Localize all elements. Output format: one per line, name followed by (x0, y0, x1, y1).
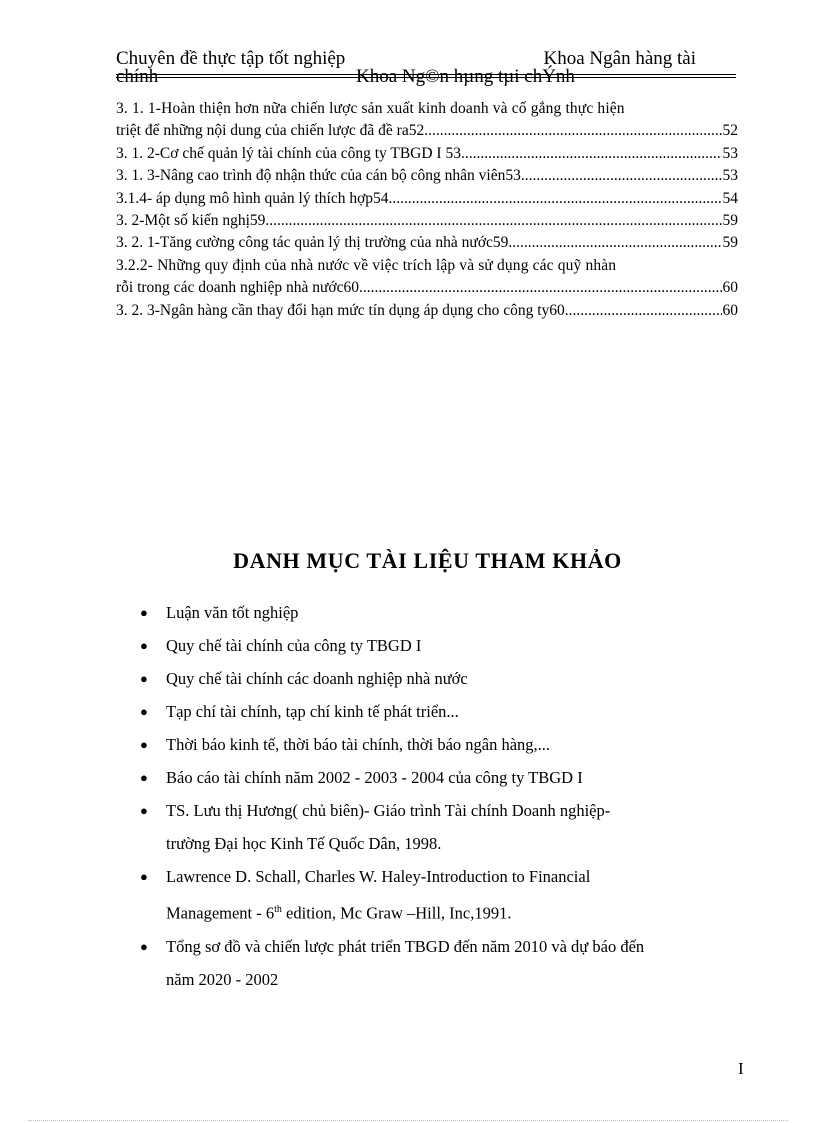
bullet-icon: ● (140, 869, 148, 884)
toc-entry-5[interactable] (116, 210, 738, 232)
reference-item: ● Luận văn tốt nghiệp (140, 596, 750, 629)
bullet-icon: ● (140, 671, 148, 686)
toc-entry-text: 3.1.4- áp dụng mô hình quản lý thích hợp54 (116, 189, 389, 207)
toc-page-number: 54 (722, 189, 738, 207)
toc-entry-3[interactable] (116, 165, 738, 187)
bullet-icon: ● (140, 737, 148, 752)
toc-leader-dots (389, 188, 722, 210)
bullet-icon: ● (140, 770, 148, 785)
header-center-2: Khoa Ng©n hµng tµi chÝnh (356, 66, 575, 87)
bullet-icon: ● (140, 605, 148, 620)
toc-page-number: 59 (722, 234, 738, 252)
toc-entry-text: 3. 2. 3-Ngân hàng cần thay đổi hạn mức tín dụng áp dụng cho công ty60 (116, 301, 565, 319)
toc-leader-dots (565, 300, 722, 322)
toc-entry-text: 3. 2. 1-Tăng cường công tác quản lý thị trường của nhà nước59 (116, 234, 509, 252)
toc-entry-8[interactable] (116, 300, 738, 322)
header-rule-bottom (116, 77, 736, 78)
toc-leader-dots (508, 232, 721, 254)
toc-entry-text: 3. 2-Một số kiến nghị59 (116, 212, 266, 230)
header-right: Khoa Ngân hàng tài (543, 48, 696, 69)
page-number: I (738, 1059, 744, 1078)
toc-entry-text: triệt để những nội dung của chiến lược đã đề ra52 (116, 122, 425, 140)
reference-item: ● TS. Lưu thị Hương( chủ biên)- Giáo trình Tài chính Doanh nghiệp- trường Đại học Kinh Tế Quốc Dân, 1998. (140, 794, 750, 860)
toc-entry-text: rỗi trong các doanh nghiệp nhà nước60 (116, 279, 359, 297)
toc-entry-text: 3. 1. 2-Cơ chế quản lý tài chính của công ty TBGD I 53 (116, 144, 461, 162)
page-bottom-border (28, 1120, 788, 1121)
reference-item: ● Thời báo kinh tế, thời báo tài chính, thời báo ngân hàng,... (140, 728, 750, 761)
header-rule-top (116, 74, 736, 75)
toc-page-number: 53 (722, 167, 738, 185)
toc-leader-dots (461, 143, 722, 165)
toc-page-number: 53 (722, 144, 738, 162)
section-title: DANH MỤC TÀI LIỆU THAM KHẢO (233, 548, 622, 573)
toc-page-number: 60 (722, 279, 738, 297)
reference-item: ● Lawrence D. Schall, Charles W. Haley-Introduction to Financial Management - 6th edition, Mc Graw –Hill, Inc,1991. (140, 860, 750, 930)
toc-entry-6[interactable] (116, 232, 738, 254)
reference-item: ● Tổng sơ đồ và chiến lược phát triển TBGD đến năm 2010 và dự báo đến năm 2020 - 2002 (140, 930, 750, 996)
toc-entry-7[interactable] (116, 277, 738, 299)
toc-entry-7-line1: 3.2.2- Những quy định của nhà nước về việc trích lập và sử dụng các quỹ nhàn (116, 256, 617, 274)
toc-leader-dots (424, 120, 721, 142)
page-header (116, 46, 736, 90)
bullet-icon: ● (140, 638, 148, 653)
reference-item: ● Quy chế tài chính các doanh nghiệp nhà nước (140, 662, 750, 695)
toc-entry-1[interactable] (116, 120, 738, 142)
header-left: Chuyên đề thực tập tốt nghiệp (116, 48, 346, 69)
reference-item: ● Quy chế tài chính của công ty TBGD I (140, 629, 750, 662)
bullet-icon: ● (140, 704, 148, 719)
toc-entry-2[interactable] (116, 143, 738, 165)
bullet-icon: ● (140, 803, 148, 818)
header-left-2: chính (116, 66, 159, 87)
bullet-icon: ● (140, 938, 148, 954)
toc-entry-1-line1: 3. 1. 1-Hoàn thiện hơn nữa chiến lược sản xuất kinh doanh và cố gắng thực hiện (116, 100, 625, 117)
toc-page-number: 60 (722, 301, 738, 319)
toc-page-number: 59 (722, 212, 738, 230)
toc-entry-text: 3. 1. 3-Nâng cao trình độ nhận thức của cán bộ công nhân viên53 (116, 167, 521, 185)
toc-leader-dots (265, 210, 721, 232)
toc-page-number: 52 (722, 122, 738, 140)
toc-entry-4[interactable] (116, 188, 738, 210)
reference-list (140, 596, 750, 996)
toc-leader-dots (521, 165, 722, 187)
table-of-contents (116, 98, 738, 322)
reference-item: ● Báo cáo tài chính năm 2002 - 2003 - 2004 của công ty TBGD I (140, 761, 750, 794)
reference-item: ● Tạp chí tài chính, tạp chí kinh tế phát triển... (140, 695, 750, 728)
toc-leader-dots (359, 277, 722, 299)
